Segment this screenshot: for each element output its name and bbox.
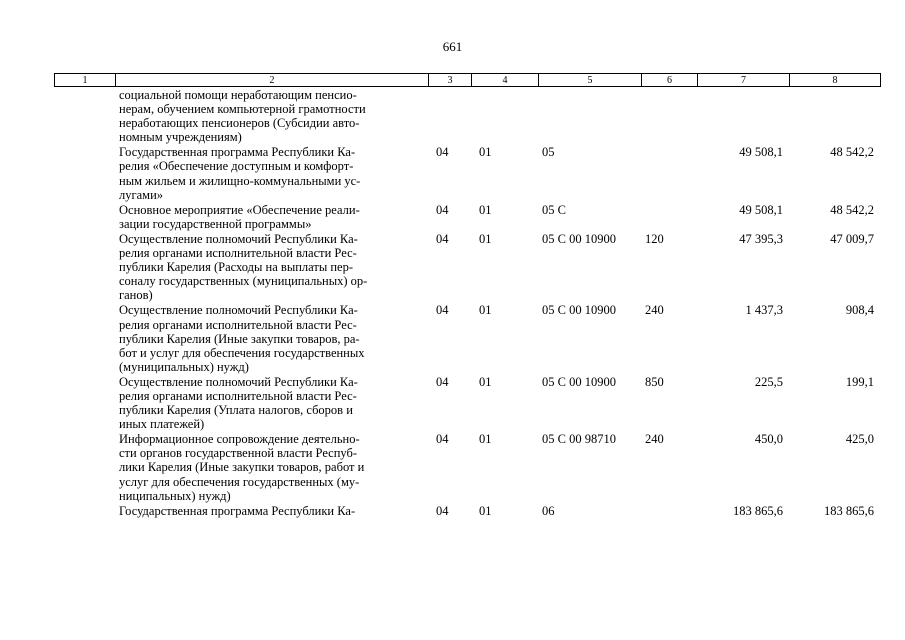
description-line: ным жильем и жилищно-коммунальными ус- <box>119 173 361 188</box>
page-number: 661 <box>442 39 463 54</box>
table-row <box>54 432 880 503</box>
description-line: публики Карелия (Расходы на выплаты пер- <box>119 260 354 275</box>
description-line: иных платежей) <box>119 417 205 432</box>
section-code: 04 <box>436 432 449 447</box>
column-header-8: 8 <box>790 74 881 87</box>
expense-type-code: 240 <box>645 303 664 318</box>
row-description <box>54 145 428 202</box>
amount-col8: 47 009,7 <box>830 231 874 246</box>
table-row <box>54 232 880 303</box>
section-code: 04 <box>436 202 449 217</box>
description-line: Государственная программа Республики Ка- <box>119 145 356 160</box>
section-code: 04 <box>436 303 449 318</box>
section-code: 04 <box>436 145 449 160</box>
budget-table <box>54 88 880 519</box>
target-article-code: 05 С 00 10900 <box>542 374 616 389</box>
subsection-code: 01 <box>479 432 492 447</box>
subsection-code: 01 <box>479 374 492 389</box>
description-line: соналу государственных (муниципальных) ор- <box>119 274 368 289</box>
subsection-code: 01 <box>479 303 492 318</box>
row-description <box>54 88 428 145</box>
amount-col7: 450,0 <box>754 432 783 447</box>
amount-col8 <box>789 88 880 145</box>
description-line: Государственная программа Республики Ка- <box>119 503 356 518</box>
description-line: Осуществление полномочий Республики Ка- <box>119 303 358 318</box>
amount-col7: 49 508,1 <box>739 202 783 217</box>
row-description <box>54 375 428 432</box>
row-description <box>54 203 428 232</box>
table-row <box>54 303 880 374</box>
amount-col7: 183 865,6 <box>733 503 783 518</box>
subsection-code: 01 <box>479 202 492 217</box>
table-row <box>54 375 880 432</box>
table-row <box>54 504 880 519</box>
amount-col8: 48 542,2 <box>830 145 874 160</box>
description-line: лугами» <box>119 187 164 202</box>
description-line: номным учреждениям) <box>119 130 242 145</box>
subsection-code <box>471 88 538 145</box>
target-article-code: 05 С 00 10900 <box>542 231 616 246</box>
description-line: бот и услуг для обеспечения государственных <box>119 345 365 360</box>
description-line: социальной помощи неработающим пенсио- <box>119 88 357 102</box>
description-line: услуг для обеспечения государственных (му- <box>119 474 360 489</box>
description-line: ниципальных) нужд) <box>119 488 231 503</box>
description-line: Основное мероприятие «Обеспечение реали- <box>119 202 360 217</box>
description-line: публики Карелия (Уплата налогов, сборов и <box>119 403 353 418</box>
description-line: Информационное сопровождение деятельно- <box>119 432 360 447</box>
row-description <box>54 504 428 519</box>
amount-col7: 1 437,3 <box>745 303 783 318</box>
description-line: сти органов государственной власти Респуб- <box>119 446 358 461</box>
column-header-1: 1 <box>55 74 116 87</box>
description-line: релия «Обеспечение доступным и комфорт- <box>119 159 354 174</box>
section-code <box>428 88 471 145</box>
expense-type-code <box>641 145 697 202</box>
description-line: релия органами исполнительной власти Рес- <box>119 317 357 332</box>
description-line: Осуществление полномочий Республики Ка- <box>119 374 358 389</box>
description-line: публики Карелия (Иные закупки товаров, ра- <box>119 331 360 346</box>
description-line: лики Карелия (Иные закупки товаров, работ и <box>119 460 365 475</box>
amount-col7: 47 395,3 <box>739 231 783 246</box>
amount-col8: 183 865,6 <box>824 503 874 518</box>
description-line: нерам, обучением компьютерной грамотности <box>119 102 366 117</box>
column-header-6: 6 <box>642 74 698 87</box>
expense-type-code <box>641 203 697 232</box>
expense-type-code <box>641 88 697 145</box>
expense-type-code: 850 <box>645 374 664 389</box>
table-row <box>54 88 880 145</box>
amount-col8: 425,0 <box>845 432 874 447</box>
expense-type-code <box>641 504 697 519</box>
section-code: 04 <box>436 374 449 389</box>
column-header-7: 7 <box>698 74 790 87</box>
amount-col7 <box>697 88 789 145</box>
row-description <box>54 303 428 374</box>
column-header-2: 2 <box>116 74 429 87</box>
amount-col8: 48 542,2 <box>830 202 874 217</box>
column-header-4: 4 <box>472 74 539 87</box>
amount-col7: 49 508,1 <box>739 145 783 160</box>
description-line: ганов) <box>119 288 153 303</box>
amount-col7: 225,5 <box>754 374 783 389</box>
target-article-code: 05 С 00 98710 <box>542 432 616 447</box>
amount-col8: 199,1 <box>845 374 874 389</box>
target-article-code: 05 <box>542 145 555 160</box>
expense-type-code: 120 <box>645 231 664 246</box>
header-row <box>55 74 881 87</box>
column-header-5: 5 <box>539 74 642 87</box>
row-description <box>54 232 428 303</box>
description-line: неработающих пенсионеров (Субсидии авто- <box>119 116 360 131</box>
description-line: (муниципальных) нужд) <box>119 359 249 374</box>
table-row <box>54 203 880 232</box>
description-line: зации государственной программы» <box>119 216 312 231</box>
amount-col8: 908,4 <box>845 303 874 318</box>
target-article-code: 05 С 00 10900 <box>542 303 616 318</box>
target-article-code: 06 <box>542 503 555 518</box>
table-row <box>54 145 880 202</box>
description-line: релия органами исполнительной власти Рес- <box>119 246 357 261</box>
subsection-code: 01 <box>479 145 492 160</box>
description-line: Осуществление полномочий Республики Ка- <box>119 231 358 246</box>
target-article-code <box>538 88 641 145</box>
description-line: релия органами исполнительной власти Рес- <box>119 388 357 403</box>
row-description <box>54 432 428 503</box>
subsection-code: 01 <box>479 503 492 518</box>
section-code: 04 <box>436 503 449 518</box>
column-header-table <box>54 73 881 87</box>
section-code: 04 <box>436 231 449 246</box>
column-header-3: 3 <box>429 74 472 87</box>
subsection-code: 01 <box>479 231 492 246</box>
expense-type-code: 240 <box>645 432 664 447</box>
target-article-code: 05 С <box>542 202 566 217</box>
